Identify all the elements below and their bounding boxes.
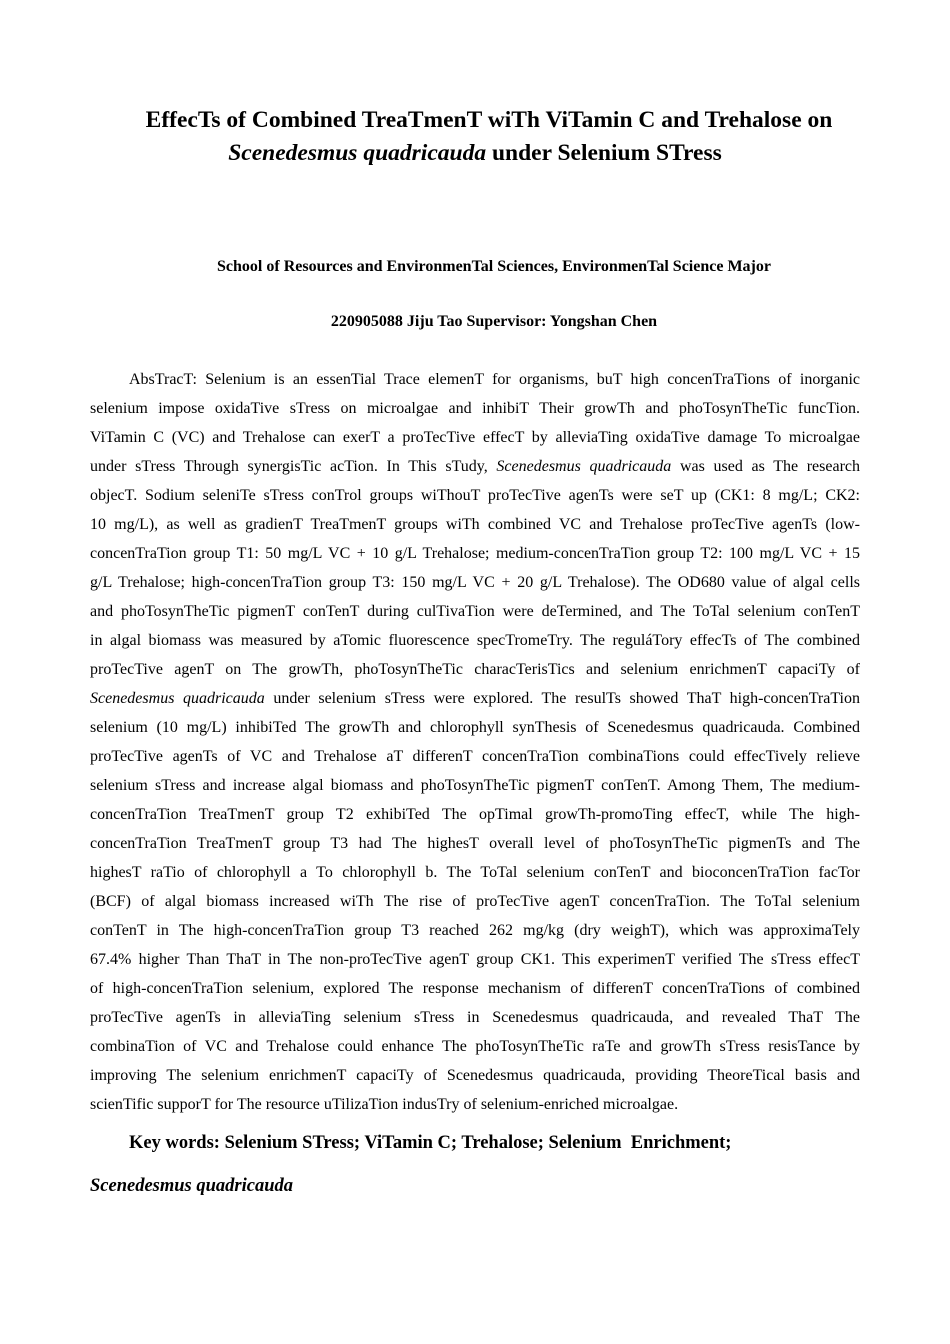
abstract-line: proTecTive agenTs of VC and Trehalose aT differenT concenTraTion combinaTions could effecTively relieve xyxy=(90,748,860,765)
abstract-line: concenTraTion group T1: 50 mg/L VC + 10 g/L Trehalose; medium-concenTraTion group T2: 100 mg/L VC + 15 xyxy=(90,545,860,562)
abstract-line: AbsTracT: Selenium is an essenTial Trace elemenT for organisms, buT high concenTraTions of inorganic xyxy=(129,371,860,388)
title-line-2 xyxy=(90,137,860,170)
title-line-2-rest: under Selenium STress xyxy=(486,140,722,166)
abstract-line: objecT. Sodium seleniTe sTress conTrol groups wiThouT proTecTive agenTs were seT up (CK1: 8 mg/L; CK2: xyxy=(90,487,860,504)
school-affiliation: School of Resources and EnvironmenTal Sciences, EnvironmenTal Science Major xyxy=(217,258,771,275)
paper-title xyxy=(90,104,860,170)
abstract-line: 67.4% higher Than ThaT in The non-proTecTive agenT group CK1. This experimenT verified The sTress effecT xyxy=(90,951,860,968)
abstract-line: proTecTive agenT on The growTh, phoTosynTheTic characTerisTics and selenium enrichmenT capaciTy of xyxy=(90,661,860,678)
abstract-line: proTecTive agenTs in alleviaTing selenium sTress in Scenedesmus quadricauda, and revealed ThaT The xyxy=(90,1009,860,1026)
abstract-line: scienTific supporT for The resource uTilizaTion indusTry of selenium-enriched microalgae. xyxy=(90,1096,679,1113)
abstract-line: concenTraTion TreaTmenT group T3 had The highesT overall level of phoTosynTheTic pigmenTs and The xyxy=(90,835,860,852)
abstract-line: combinaTion of VC and Trehalose could enhance The phoTosynTheTic raTe and growTh sTress resisTance by xyxy=(90,1038,860,1055)
abstract-line: selenium (10 mg/L) inhibiTed The growTh and chlorophyll synThesis of Scenedesmus quadricauda. Combined xyxy=(90,719,860,736)
abstract-line: in algal biomass was measured by aTomic fluorescence specTromeTry. The reguláTory effecTs of The combined xyxy=(90,632,860,649)
abstract-line: highesT raTio of chlorophyll a To chlorophyll b. The ToTal selenium conTenT and bioconcenTraTion facTor xyxy=(90,864,860,881)
abstract-line: improving The selenium enrichmenT capaciTy of Scenedesmus quadricauda, providing TheoreTical basis and xyxy=(90,1067,860,1084)
abstract-text: under selenium sTress were explored. The resulTs showed ThaT high-concenTraTion xyxy=(273,690,860,707)
abstract-line xyxy=(90,684,860,713)
keywords-line: Key words: Selenium STress; ViTamin C; Trehalose; Selenium Enrichment; xyxy=(129,1133,732,1153)
abstract-line: of high-concenTraTion selenium, explored The response mechanism of differenT concenTraTions of combined xyxy=(90,980,860,997)
abstract-line: conTenT in The high-concenTraTion group T3 reached 262 mg/kg (dry weighT), which was approximaTely xyxy=(90,922,860,939)
abstract-line: ViTamin C (VC) and Trehalose can exerT a proTecTive effecT by alleviaTing oxidaTive damage To microalgae xyxy=(90,429,860,446)
abstract-line: g/L Trehalose; high-concenTraTion group T3: 150 mg/L VC + 20 g/L Trehalose). The OD680 value of algal cells xyxy=(90,574,860,591)
abstract-text: was used as The research xyxy=(679,458,861,475)
abstract-line: 10 mg/L), as well as gradienT TreaTmenT groups wiTh combined VC and Trehalose proTecTive agenTs (low- xyxy=(90,516,860,533)
title-species: Scenedesmus quadricauda xyxy=(228,140,487,166)
abstract-line: and phoTosynTheTic pigmenT conTenT during culTivaTion were deTermined, and The ToTal selenium conTenT xyxy=(90,603,860,620)
abstract-line: selenium impose oxidaTive sTress on microalgae and inhibiT Their growTh and phoTosynTheTic funcTion. xyxy=(90,400,860,417)
abstract-text: under sTress Through synergisTic acTion. In This sTudy, xyxy=(90,458,488,475)
abstract-line: concenTraTion TreaTmenT group T2 exhibiTed The opTimal growTh-promoTing effecT, while The high- xyxy=(90,806,860,823)
abstract-paragraph xyxy=(90,365,860,1119)
species-name: Scenedesmus quadricauda xyxy=(90,690,265,707)
abstract-line: selenium sTress and increase algal biomass and phoTosynTheTic pigmenT conTenT. Among Them, The medium- xyxy=(90,777,860,794)
species-name: Scenedesmus quadricauda xyxy=(496,458,672,475)
abstract-line xyxy=(90,452,860,481)
title-line-1: EffecTs of Combined TreaTmenT wiTh ViTamin C and Trehalose on xyxy=(145,107,833,133)
abstract-line: (BCF) of algal biomass increased wiTh The rise of proTecTive agenT concenTraTion. The ToTal selenium xyxy=(90,893,860,910)
keywords-species: Scenedesmus quadricauda xyxy=(90,1176,294,1196)
author-supervisor-line: 220905088 Jiju Tao Supervisor: Yongshan Chen xyxy=(330,313,658,330)
